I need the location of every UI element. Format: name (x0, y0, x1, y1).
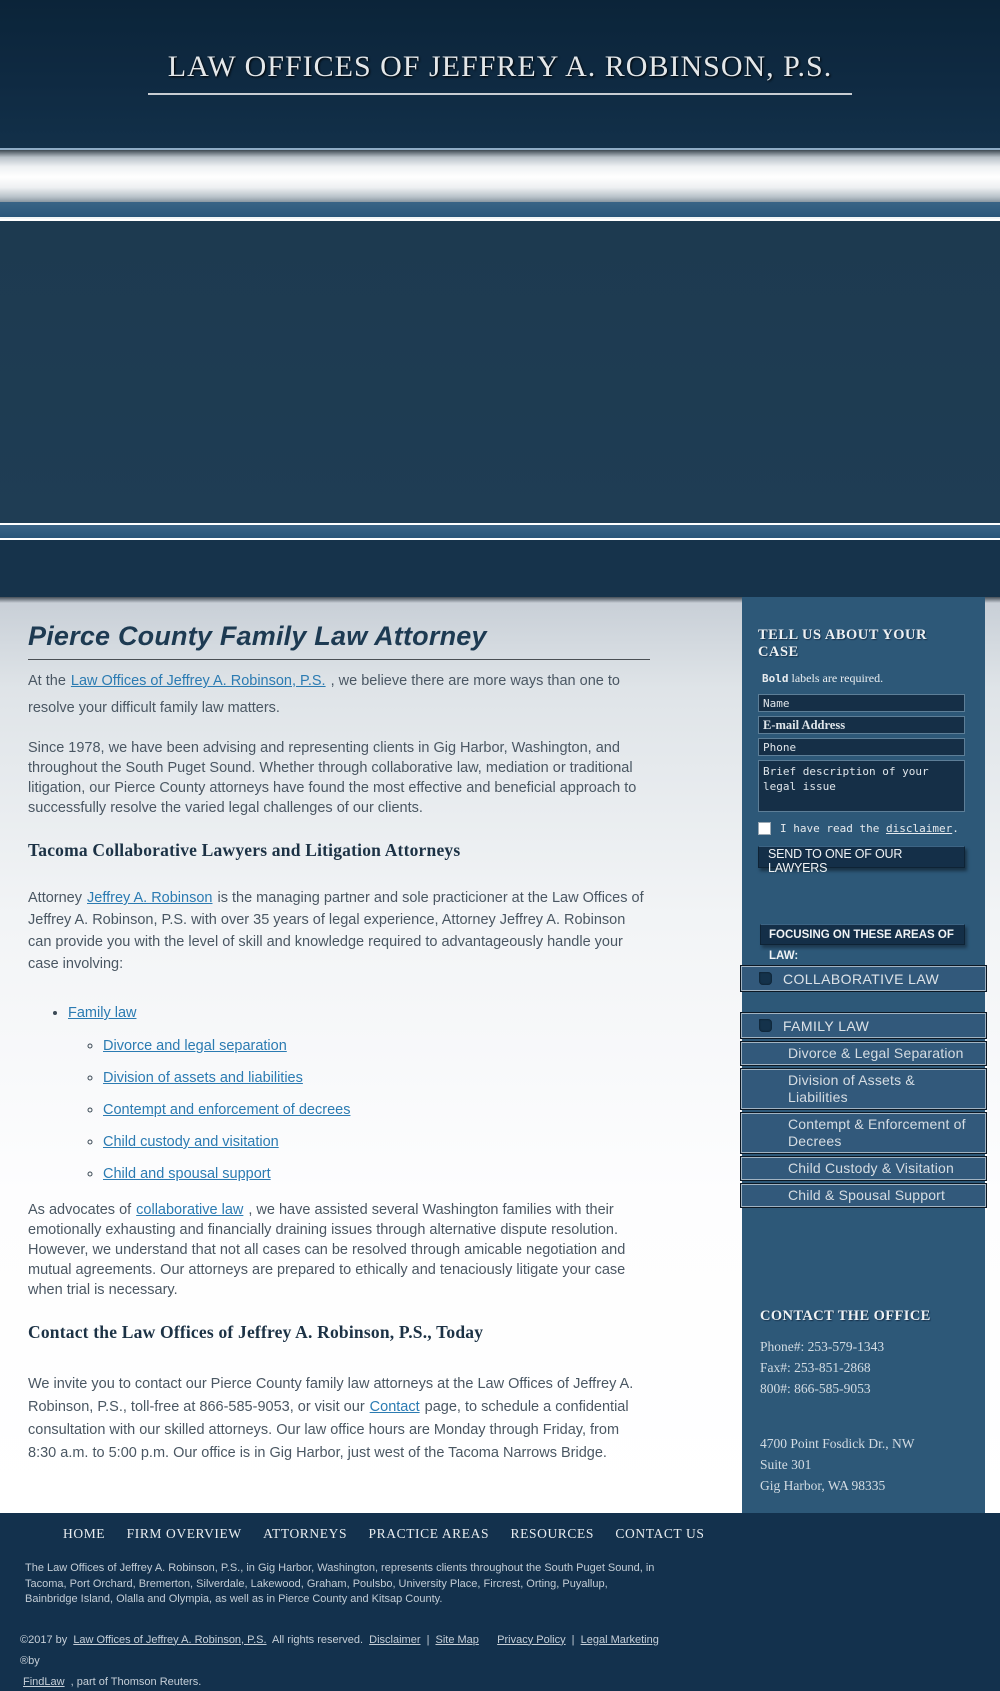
rights-text: All rights reserved. (272, 1633, 364, 1646)
sidebar (742, 597, 985, 1513)
separator: | (426, 1633, 430, 1646)
name-field[interactable] (758, 694, 965, 712)
sidebar-item-child-support[interactable] (740, 1183, 987, 1208)
footer-findlaw-link[interactable]: FindLaw (23, 1675, 65, 1688)
navy-band (0, 540, 1000, 597)
sidebar-item-label: Child Custody & Visitation (788, 1160, 955, 1176)
firm-link[interactable]: Law Offices of Jeffrey A. Robinson, P.S. (70, 673, 326, 689)
sidebar-item-label: Contempt & Enforcement of Decrees (788, 1116, 966, 1149)
phone-number: Phone#: 253-579-1343 (760, 1339, 885, 1354)
footer-copyright (20, 1630, 670, 1691)
send-button[interactable]: SEND TO ONE OF OUR LAWYERS (758, 846, 965, 868)
practice-area-sublist (103, 1036, 650, 1184)
sidebar-item-child-custody[interactable] (740, 1156, 987, 1181)
advocates-text-rest: , we have assisted several Washington families with their emotionally exhausting and financially draining issues through alternative dispute resolution. However, we understand that not all cases can be resolved through amicable negotiation and mutual agreements. Our attorneys are prepared to ethically and tenaciously litigate your case when trial is necessary. (28, 1202, 626, 1298)
page-title: Pierce County Family Law Attorney (28, 621, 650, 660)
invite-text-rest: page, to schedule a confidential consultation with our skilled attorneys. Our law office hours are Monday through Friday, from 8:30 a.m. to 5:00 p.m. Our office is in Gig Harbor, just west of the Tacoma Narrows Bridge. (28, 1399, 629, 1461)
areas-nav (740, 965, 987, 1208)
contact-office (760, 1308, 985, 1496)
blue-strip-top (0, 202, 1000, 219)
description-field[interactable] (758, 760, 965, 812)
site-title: LAW OFFICES OF JEFFREY A. ROBINSON, P.S. (148, 50, 852, 95)
invite-paragraph (28, 1373, 650, 1465)
thomson-text: , part of Thomson Reuters. (70, 1675, 202, 1688)
invite-text: We invite you to contact our Pierce County family law attorneys at the Law Offices of Jeffrey A. Robinson, P.S., toll-free at 866-585-9053, or visit our (28, 1376, 634, 1415)
address-line3: Gig Harbor, WA 98335 (760, 1478, 886, 1493)
address-line2: Suite 301 (760, 1457, 812, 1472)
sidebar-item-label: Division of Assets & Liabilities (788, 1072, 915, 1105)
disclaimer-link[interactable]: disclaimer (885, 821, 953, 835)
footer-legal-marketing-link[interactable]: Legal Marketing (580, 1633, 659, 1646)
disclaimer-label (780, 822, 959, 835)
footer-disclaimer-link[interactable]: Disclaimer (369, 1633, 421, 1646)
attorney-text-rest: is the managing partner and sole practicioner at the Law Offices of Jeffrey A. Robinson, P.S. with over 35 years of legal experience, Attorney Jeffrey A. Robinson can provide you with the level of skill and knowledge required to advantageously handle your case involving: (28, 890, 644, 972)
attorney-paragraph (28, 887, 650, 975)
disclaimer-period: . (952, 821, 959, 835)
sidebar-item-label: COLLABORATIVE LAW (783, 970, 940, 987)
fax-number: Fax#: 253-851-2868 (760, 1360, 871, 1375)
list-item (103, 1100, 650, 1120)
sidebar-item-collaborative-law[interactable] (740, 965, 987, 992)
contact-numbers (760, 1336, 985, 1399)
family-law-link[interactable]: Family law (68, 1005, 137, 1021)
attorney-link[interactable]: Jeffrey A. Robinson (87, 890, 213, 906)
address-line1: 4700 Point Fosdick Dr., NW (760, 1436, 915, 1451)
list-item (103, 1164, 650, 1184)
contact-office-title: CONTACT THE OFFICE (760, 1308, 931, 1324)
sidebar-item-label: Divorce & Legal Separation (788, 1045, 964, 1061)
silver-gradient-band (0, 148, 1000, 202)
footer-sitemap-link[interactable]: Site Map (435, 1633, 479, 1646)
sidebar-item-divorce[interactable] (740, 1041, 987, 1066)
history-paragraph: Since 1978, we have been advising and representing clients in Gig Harbor, Washington, and throughout the South Puget Sound. Whether through collaborative law, mediation or traditional litigation, our Pierce County attorneys have found the most effective and beneficial approach to successfully resolve the varied legal challenges of our clients. (28, 740, 637, 816)
blue-strip-divider (0, 523, 1000, 540)
sidebar-item-contempt[interactable] (740, 1112, 987, 1154)
footer-nav-resources[interactable]: RESOURCES (510, 1526, 594, 1541)
advocates-paragraph (28, 1200, 650, 1300)
separator: | (571, 1633, 575, 1646)
subheading-collaborative: Tacoma Collaborative Lawyers and Litigation Attorneys (28, 840, 461, 860)
footer-nav (63, 1525, 1000, 1543)
footer-nav-contact-us[interactable]: CONTACT US (615, 1526, 705, 1541)
disclaimer-text: I have read the (780, 821, 886, 835)
disclaimer-checkbox[interactable] (758, 822, 771, 835)
main-content (28, 597, 650, 1465)
list-item (103, 1036, 650, 1056)
footer-privacy-link[interactable]: Privacy Policy (497, 1633, 566, 1646)
sidebar-item-label: FAMILY LAW (783, 1017, 870, 1034)
square-bullet-icon (759, 972, 772, 985)
site-header (0, 0, 1000, 148)
divorce-link[interactable]: Divorce and legal separation (103, 1038, 287, 1054)
intro-text-rest: , we believe there are more ways than one to resolve your difficult family law matters. (28, 673, 620, 716)
attorney-text: Attorney (28, 890, 82, 906)
subheading-contact: Contact the Law Offices of Jeffrey A. Robinson, P.S., Today (28, 1322, 484, 1342)
contempt-link[interactable]: Contempt and enforcement of decrees (103, 1102, 351, 1118)
footer-nav-practice-areas[interactable]: PRACTICE AREAS (368, 1526, 490, 1541)
form-title: TELL US ABOUT YOUR CASE (758, 627, 927, 660)
intro-paragraph (28, 668, 650, 722)
form-note (762, 671, 967, 686)
office-address (760, 1433, 985, 1496)
copyright-text: ©2017 by (20, 1633, 68, 1646)
email-field[interactable] (758, 716, 965, 734)
content-area (0, 597, 1000, 1513)
site-footer (0, 1513, 1000, 1691)
square-bullet-icon (759, 1019, 772, 1032)
disclaimer-row (758, 820, 967, 836)
sidebar-item-label: Child & Spousal Support (788, 1187, 946, 1203)
phone-field[interactable] (758, 738, 965, 756)
practice-area-list (68, 1003, 650, 1184)
advocates-text: As advocates of (28, 1202, 132, 1218)
footer-nav-firm-overview[interactable]: FIRM OVERVIEW (126, 1526, 242, 1541)
hero-banner (0, 221, 1000, 523)
collaborative-law-link[interactable]: collaborative law (136, 1202, 244, 1218)
intro-text: At the (28, 673, 66, 689)
list-item (68, 1003, 650, 1184)
contact-page-link[interactable]: Contact (369, 1399, 420, 1415)
child-support-link[interactable]: Child and spousal support (103, 1166, 271, 1182)
form-note-text: labels are required. (791, 671, 884, 685)
sidebar-item-division-assets[interactable] (740, 1068, 987, 1110)
form-note-bold: Bold (762, 672, 789, 685)
footer-description: The Law Offices of Jeffrey A. Robinson, P.S., in Gig Harbor, Washington, represents clients throughout the South Puget Sound, in Tacoma, Port Orchard, Bremerton, Silverdale, Lakewood, Graham, Poulsbo, University Place, Fircrest, Orting, Puyallup, Bainbridge Island, Olalla and Olympia, as well as in Pierce County and Kitsap County. (25, 1562, 655, 1605)
child-custody-link[interactable]: Child custody and visitation (103, 1134, 279, 1150)
footer-nav-attorneys[interactable]: ATTORNEYS (263, 1526, 348, 1541)
areas-of-law-header: FOCUSING ON THESE AREAS OF LAW: (760, 924, 965, 945)
division-assets-link[interactable]: Division of assets and liabilities (103, 1070, 303, 1086)
footer-nav-home[interactable]: HOME (63, 1526, 106, 1541)
sidebar-item-family-law[interactable] (740, 1012, 987, 1039)
by-text: ®by (20, 1654, 40, 1667)
list-item (103, 1068, 650, 1088)
case-form (742, 597, 985, 875)
list-item (103, 1132, 650, 1152)
tollfree-number: 800#: 866-585-9053 (760, 1381, 871, 1396)
footer-firm-link[interactable]: Law Offices of Jeffrey A. Robinson, P.S. (73, 1633, 267, 1646)
